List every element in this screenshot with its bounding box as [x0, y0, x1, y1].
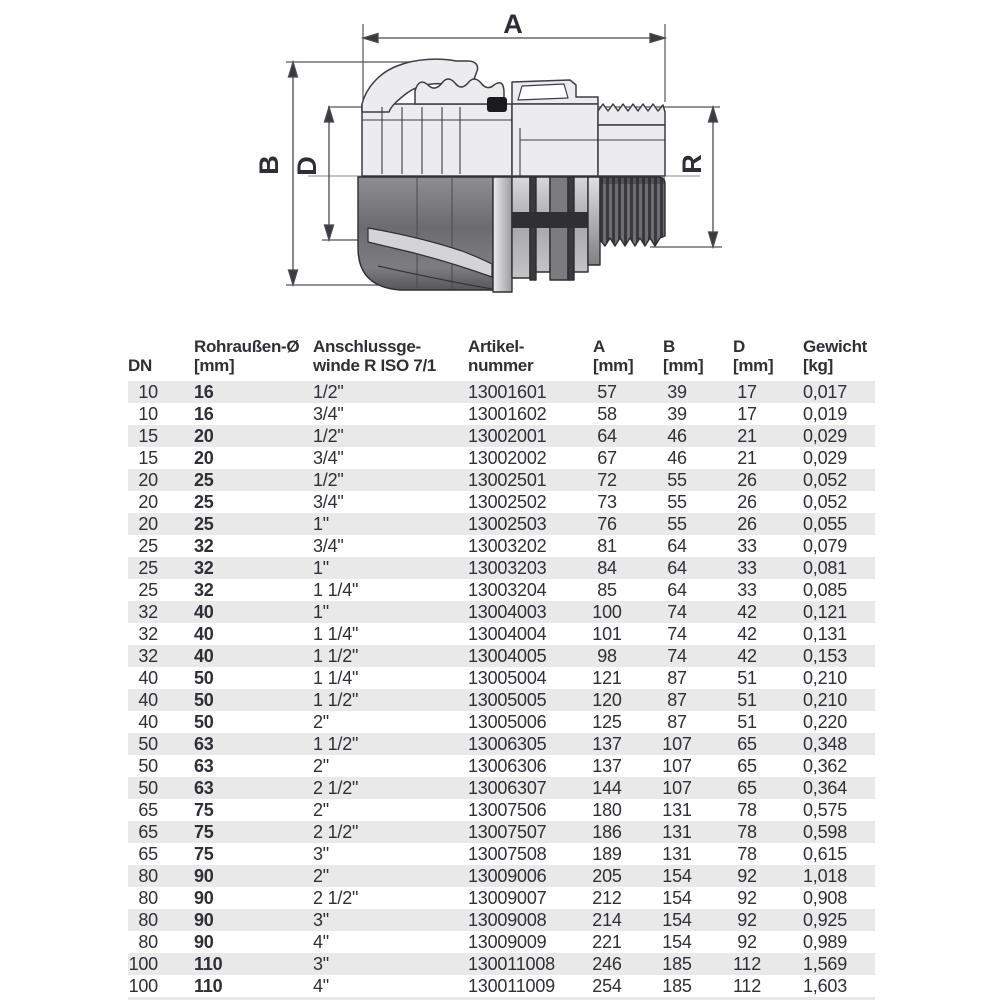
- cell-d-mm: 42: [737, 602, 757, 622]
- fitting-drawing-svg: [0, 0, 1000, 325]
- table-row: [128, 425, 875, 447]
- cell-artikelnummer: 13009006: [468, 866, 547, 886]
- cell-gewinde: 1/2": [313, 426, 344, 446]
- cell-b-mm: 74: [667, 624, 687, 644]
- cell-gewinde: 3": [313, 954, 330, 974]
- cell-dn: 80: [138, 910, 158, 930]
- cell-b-mm: 87: [667, 668, 687, 688]
- cell-b-mm: 64: [667, 536, 687, 556]
- cell-a-mm: 205: [592, 866, 622, 886]
- cell-gewicht: 0,364: [803, 778, 848, 798]
- cell-a-mm: 254: [592, 976, 622, 996]
- cell-gewicht: 0,575: [803, 800, 848, 820]
- cell-gewicht: 0,153: [803, 646, 848, 666]
- cell-b-mm: 131: [662, 844, 692, 864]
- cell-gewicht: 0,908: [803, 888, 848, 908]
- cell-dn: 80: [138, 888, 158, 908]
- cell-dn: 80: [138, 866, 158, 886]
- cell-a-mm: 76: [597, 514, 617, 534]
- cell-dn: 50: [138, 756, 158, 776]
- cell-gewinde: 2": [313, 756, 330, 776]
- cell-a-mm: 85: [597, 580, 617, 600]
- cell-rohraussen: 75: [194, 800, 214, 820]
- cell-dn: 80: [138, 932, 158, 952]
- cell-a-mm: 221: [592, 932, 622, 952]
- cell-dn: 100: [128, 954, 158, 974]
- cell-d-mm: 78: [737, 844, 757, 864]
- cell-rohraussen: 63: [194, 756, 214, 776]
- cell-gewinde: 3/4": [313, 448, 344, 468]
- cell-rohraussen: 20: [194, 448, 214, 468]
- cell-gewicht: 0,131: [803, 624, 848, 644]
- cell-a-mm: 67: [597, 448, 617, 468]
- cell-artikelnummer: 13009008: [468, 910, 547, 930]
- cell-gewicht: 0,055: [803, 514, 848, 534]
- table-row: [128, 623, 875, 645]
- cell-rohraussen: 32: [194, 536, 214, 556]
- cell-gewinde: 3": [313, 910, 330, 930]
- cell-gewinde: 1 1/2": [313, 690, 359, 710]
- cell-dn: 50: [138, 734, 158, 754]
- cell-artikelnummer: 13006306: [468, 756, 547, 776]
- cell-gewicht: 0,017: [803, 382, 848, 402]
- cell-artikelnummer: 13007508: [468, 844, 547, 864]
- cell-a-mm: 101: [592, 624, 622, 644]
- table-row: [128, 777, 875, 799]
- cell-gewinde: 1": [313, 558, 330, 578]
- cell-rohraussen: 110: [194, 976, 223, 996]
- cell-rohraussen: 16: [194, 404, 214, 424]
- table-row: [128, 843, 875, 865]
- cell-gewicht: 0,210: [803, 668, 848, 688]
- cell-a-mm: 73: [597, 492, 617, 512]
- cell-gewicht: 0,220: [803, 712, 848, 732]
- cell-d-mm: 65: [737, 734, 757, 754]
- cell-gewicht: 0,615: [803, 844, 848, 864]
- cell-rohraussen: 63: [194, 778, 214, 798]
- cell-a-mm: 100: [592, 602, 622, 622]
- table-row: [128, 887, 875, 909]
- cell-b-mm: 87: [667, 712, 687, 732]
- cell-d-mm: 112: [732, 976, 762, 996]
- cell-artikelnummer: 13002501: [468, 470, 547, 490]
- cell-dn: 25: [138, 580, 158, 600]
- cell-rohraussen: 90: [194, 932, 214, 952]
- technical-drawing: [0, 0, 1000, 325]
- cell-d-mm: 26: [737, 514, 757, 534]
- table-row: [128, 513, 875, 535]
- table-row: [128, 403, 875, 425]
- cell-gewinde: 1": [313, 514, 330, 534]
- cell-dn: 20: [138, 514, 158, 534]
- fitting-shaded-lower: [358, 177, 665, 292]
- cell-b-mm: 55: [667, 470, 687, 490]
- cell-d-mm: 42: [737, 624, 757, 644]
- table-row: [128, 931, 875, 953]
- cell-b-mm: 131: [662, 800, 692, 820]
- header-rohraussen: Rohraußen-Ø [mm]: [194, 337, 300, 375]
- cell-gewinde: 2": [313, 866, 330, 886]
- cell-dn: 100: [128, 976, 158, 996]
- cell-gewicht: 0,029: [803, 448, 848, 468]
- dim-label-r: R: [677, 154, 707, 174]
- fitting-section-upper: [362, 59, 665, 176]
- cell-dn: 40: [138, 668, 158, 688]
- cell-rohraussen: 40: [194, 602, 214, 622]
- cell-a-mm: 120: [592, 690, 622, 710]
- cell-gewinde: 1 1/4": [313, 624, 359, 644]
- cell-gewinde: 4": [313, 932, 330, 952]
- cell-b-mm: 154: [662, 888, 692, 908]
- table-row: [128, 953, 875, 975]
- cell-gewinde: 1/2": [313, 470, 344, 490]
- cell-rohraussen: 50: [194, 668, 214, 688]
- cell-rohraussen: 40: [194, 624, 214, 644]
- dim-label-d: D: [292, 156, 322, 176]
- cell-gewinde: 2": [313, 800, 330, 820]
- cell-a-mm: 189: [592, 844, 622, 864]
- cell-b-mm: 55: [667, 492, 687, 512]
- cell-gewinde: 1 1/4": [313, 668, 359, 688]
- cell-d-mm: 42: [737, 646, 757, 666]
- table-body: [128, 381, 875, 997]
- cell-d-mm: 92: [737, 932, 757, 952]
- cell-gewinde: 3/4": [313, 492, 344, 512]
- cell-dn: 32: [138, 624, 158, 644]
- cell-gewinde: 4": [313, 976, 330, 996]
- cell-gewicht: 0,085: [803, 580, 848, 600]
- cell-d-mm: 65: [737, 756, 757, 776]
- cell-dn: 20: [138, 492, 158, 512]
- cell-artikelnummer: 13005006: [468, 712, 547, 732]
- cell-rohraussen: 40: [194, 646, 214, 666]
- cell-gewinde: 1 1/2": [313, 734, 359, 754]
- cell-rohraussen: 25: [194, 514, 214, 534]
- cell-gewinde: 2 1/2": [313, 888, 359, 908]
- cell-d-mm: 78: [737, 800, 757, 820]
- table-header: [128, 325, 875, 381]
- cell-artikelnummer: 13002502: [468, 492, 547, 512]
- cell-artikelnummer: 13003202: [468, 536, 547, 556]
- cell-gewicht: 1,569: [803, 954, 848, 974]
- cell-d-mm: 51: [737, 712, 757, 732]
- cell-d-mm: 26: [737, 470, 757, 490]
- cell-artikelnummer: 130011009: [468, 976, 555, 996]
- cell-dn: 25: [138, 558, 158, 578]
- cell-a-mm: 72: [597, 470, 617, 490]
- table-row: [128, 557, 875, 579]
- table-row: [128, 711, 875, 733]
- cell-b-mm: 64: [667, 580, 687, 600]
- cell-d-mm: 51: [737, 690, 757, 710]
- table-row: [128, 689, 875, 711]
- dim-label-a: A: [503, 9, 523, 39]
- cell-b-mm: 74: [667, 602, 687, 622]
- table-row: [128, 381, 875, 403]
- cell-a-mm: 64: [597, 426, 617, 446]
- cell-rohraussen: 110: [194, 954, 223, 974]
- cell-rohraussen: 25: [194, 492, 214, 512]
- cell-artikelnummer: 13005005: [468, 690, 547, 710]
- cell-a-mm: 125: [592, 712, 622, 732]
- cell-gewicht: 0,348: [803, 734, 848, 754]
- cell-a-mm: 121: [592, 668, 622, 688]
- cell-rohraussen: 90: [194, 888, 214, 908]
- cell-dn: 32: [138, 602, 158, 622]
- spec-table: [128, 325, 875, 1000]
- cell-dn: 32: [138, 646, 158, 666]
- cell-artikelnummer: 13003204: [468, 580, 547, 600]
- table-row: [128, 909, 875, 931]
- cell-gewicht: 1,603: [803, 976, 848, 996]
- cell-a-mm: 137: [592, 734, 622, 754]
- table-row: [128, 579, 875, 601]
- cell-gewicht: 0,079: [803, 536, 848, 556]
- cell-b-mm: 154: [662, 932, 692, 952]
- cell-gewinde: 2 1/2": [313, 778, 359, 798]
- table-row: [128, 601, 875, 623]
- cell-d-mm: 51: [737, 668, 757, 688]
- cell-artikelnummer: 13002001: [468, 426, 547, 446]
- cell-b-mm: 107: [662, 734, 692, 754]
- table-row: [128, 975, 875, 997]
- cell-dn: 65: [138, 800, 158, 820]
- cell-artikelnummer: 13009007: [468, 888, 547, 908]
- cell-d-mm: 65: [737, 778, 757, 798]
- cell-dn: 10: [138, 404, 158, 424]
- cell-artikelnummer: 13001601: [468, 382, 547, 402]
- cell-b-mm: 154: [662, 866, 692, 886]
- cell-dn: 65: [138, 822, 158, 842]
- cell-gewicht: 0,989: [803, 932, 848, 952]
- cell-rohraussen: 32: [194, 580, 214, 600]
- cell-gewinde: 1/2": [313, 382, 344, 402]
- cell-dn: 50: [138, 778, 158, 798]
- cell-b-mm: 39: [667, 404, 687, 424]
- table-row: [128, 733, 875, 755]
- cell-b-mm: 185: [662, 976, 692, 996]
- cell-rohraussen: 75: [194, 844, 214, 864]
- cell-artikelnummer: 13001602: [468, 404, 547, 424]
- cell-b-mm: 55: [667, 514, 687, 534]
- cell-gewicht: 0,121: [803, 602, 848, 622]
- cell-a-mm: 186: [592, 822, 622, 842]
- cell-a-mm: 246: [592, 954, 622, 974]
- cell-gewinde: 2": [313, 712, 330, 732]
- table-row: [128, 799, 875, 821]
- cell-d-mm: 112: [732, 954, 762, 974]
- cell-gewinde: 1": [313, 602, 330, 622]
- cell-d-mm: 33: [737, 580, 757, 600]
- cell-artikelnummer: 13003203: [468, 558, 547, 578]
- cell-gewicht: 0,019: [803, 404, 848, 424]
- cell-gewinde: 3/4": [313, 404, 344, 424]
- table-row: [128, 447, 875, 469]
- header-gewicht: Gewicht [kg]: [803, 337, 868, 375]
- cell-d-mm: 17: [737, 404, 757, 424]
- cell-rohraussen: 90: [194, 910, 214, 930]
- table-row: [128, 535, 875, 557]
- dim-label-b: B: [254, 155, 284, 175]
- cell-artikelnummer: 13002002: [468, 448, 547, 468]
- cell-b-mm: 64: [667, 558, 687, 578]
- cell-d-mm: 33: [737, 558, 757, 578]
- cell-d-mm: 17: [737, 382, 757, 402]
- header-dn: DN: [128, 356, 152, 375]
- cell-artikelnummer: 13009009: [468, 932, 547, 952]
- cell-rohraussen: 50: [194, 690, 214, 710]
- cell-dn: 15: [138, 448, 158, 468]
- cell-dn: 20: [138, 470, 158, 490]
- cell-b-mm: 39: [667, 382, 687, 402]
- cell-a-mm: 144: [592, 778, 622, 798]
- cell-gewicht: 0,029: [803, 426, 848, 446]
- cell-gewicht: 0,081: [803, 558, 848, 578]
- cell-artikelnummer: 13002503: [468, 514, 547, 534]
- table-row: [128, 821, 875, 843]
- table-row: [128, 755, 875, 777]
- cell-gewinde: 3/4": [313, 536, 344, 556]
- cell-artikelnummer: 13007506: [468, 800, 547, 820]
- cell-gewinde: 3": [313, 844, 330, 864]
- cell-gewicht: 0,210: [803, 690, 848, 710]
- cell-gewicht: 0,052: [803, 470, 848, 490]
- cell-artikelnummer: 130011008: [468, 954, 555, 974]
- cell-a-mm: 214: [592, 910, 622, 930]
- header-anschlussgewinde: Anschlussge- winde R ISO 7/1: [313, 337, 437, 375]
- seal-oring: [487, 97, 507, 112]
- cell-gewinde: 1 1/2": [313, 646, 359, 666]
- cell-b-mm: 74: [667, 646, 687, 666]
- cell-b-mm: 87: [667, 690, 687, 710]
- header-d-mm: D [mm]: [733, 337, 774, 375]
- cell-rohraussen: 75: [194, 822, 214, 842]
- cell-a-mm: 212: [592, 888, 622, 908]
- table-row: [128, 491, 875, 513]
- cell-rohraussen: 16: [194, 382, 214, 402]
- cell-d-mm: 92: [737, 888, 757, 908]
- table-row: [128, 667, 875, 689]
- cell-d-mm: 21: [737, 448, 757, 468]
- cell-a-mm: 58: [597, 404, 617, 424]
- cell-d-mm: 92: [737, 866, 757, 886]
- cell-gewinde: 1 1/4": [313, 580, 359, 600]
- table-row: [128, 645, 875, 667]
- cell-gewicht: 0,052: [803, 492, 848, 512]
- cell-artikelnummer: 13005004: [468, 668, 547, 688]
- cell-b-mm: 131: [662, 822, 692, 842]
- cell-dn: 15: [138, 426, 158, 446]
- cell-artikelnummer: 13006307: [468, 778, 547, 798]
- cell-b-mm: 107: [662, 756, 692, 776]
- cell-rohraussen: 32: [194, 558, 214, 578]
- cell-dn: 40: [138, 712, 158, 732]
- cell-dn: 10: [138, 382, 158, 402]
- table-row: [128, 865, 875, 887]
- cell-a-mm: 98: [597, 646, 617, 666]
- header-artikelnummer: Artikel- nummer: [468, 337, 534, 375]
- cell-a-mm: 57: [597, 382, 617, 402]
- cell-rohraussen: 63: [194, 734, 214, 754]
- cell-rohraussen: 20: [194, 426, 214, 446]
- cell-gewicht: 0,598: [803, 822, 848, 842]
- cell-b-mm: 46: [667, 448, 687, 468]
- cell-gewicht: 1,018: [803, 866, 848, 886]
- cell-a-mm: 81: [597, 536, 617, 556]
- cell-a-mm: 137: [592, 756, 622, 776]
- cell-gewinde: 2 1/2": [313, 822, 359, 842]
- cell-b-mm: 185: [662, 954, 692, 974]
- cell-dn: 25: [138, 536, 158, 556]
- cell-a-mm: 180: [592, 800, 622, 820]
- cell-rohraussen: 90: [194, 866, 214, 886]
- cell-d-mm: 78: [737, 822, 757, 842]
- cell-rohraussen: 50: [194, 712, 214, 732]
- cell-b-mm: 107: [662, 778, 692, 798]
- cell-d-mm: 26: [737, 492, 757, 512]
- header-b-mm: B [mm]: [663, 337, 704, 375]
- cell-d-mm: 92: [737, 910, 757, 930]
- cell-artikelnummer: 13004003: [468, 602, 547, 622]
- cell-artikelnummer: 13007507: [468, 822, 547, 842]
- cell-rohraussen: 25: [194, 470, 214, 490]
- header-a-mm: A [mm]: [593, 337, 634, 375]
- cell-a-mm: 84: [597, 558, 617, 578]
- cell-b-mm: 154: [662, 910, 692, 930]
- cell-dn: 65: [138, 844, 158, 864]
- cell-artikelnummer: 13004005: [468, 646, 547, 666]
- cell-d-mm: 21: [737, 426, 757, 446]
- cell-artikelnummer: 13006305: [468, 734, 547, 754]
- cell-b-mm: 46: [667, 426, 687, 446]
- cell-gewicht: 0,925: [803, 910, 848, 930]
- cell-dn: 40: [138, 690, 158, 710]
- cell-d-mm: 33: [737, 536, 757, 556]
- cell-gewicht: 0,362: [803, 756, 848, 776]
- table-row: [128, 469, 875, 491]
- cell-artikelnummer: 13004004: [468, 624, 547, 644]
